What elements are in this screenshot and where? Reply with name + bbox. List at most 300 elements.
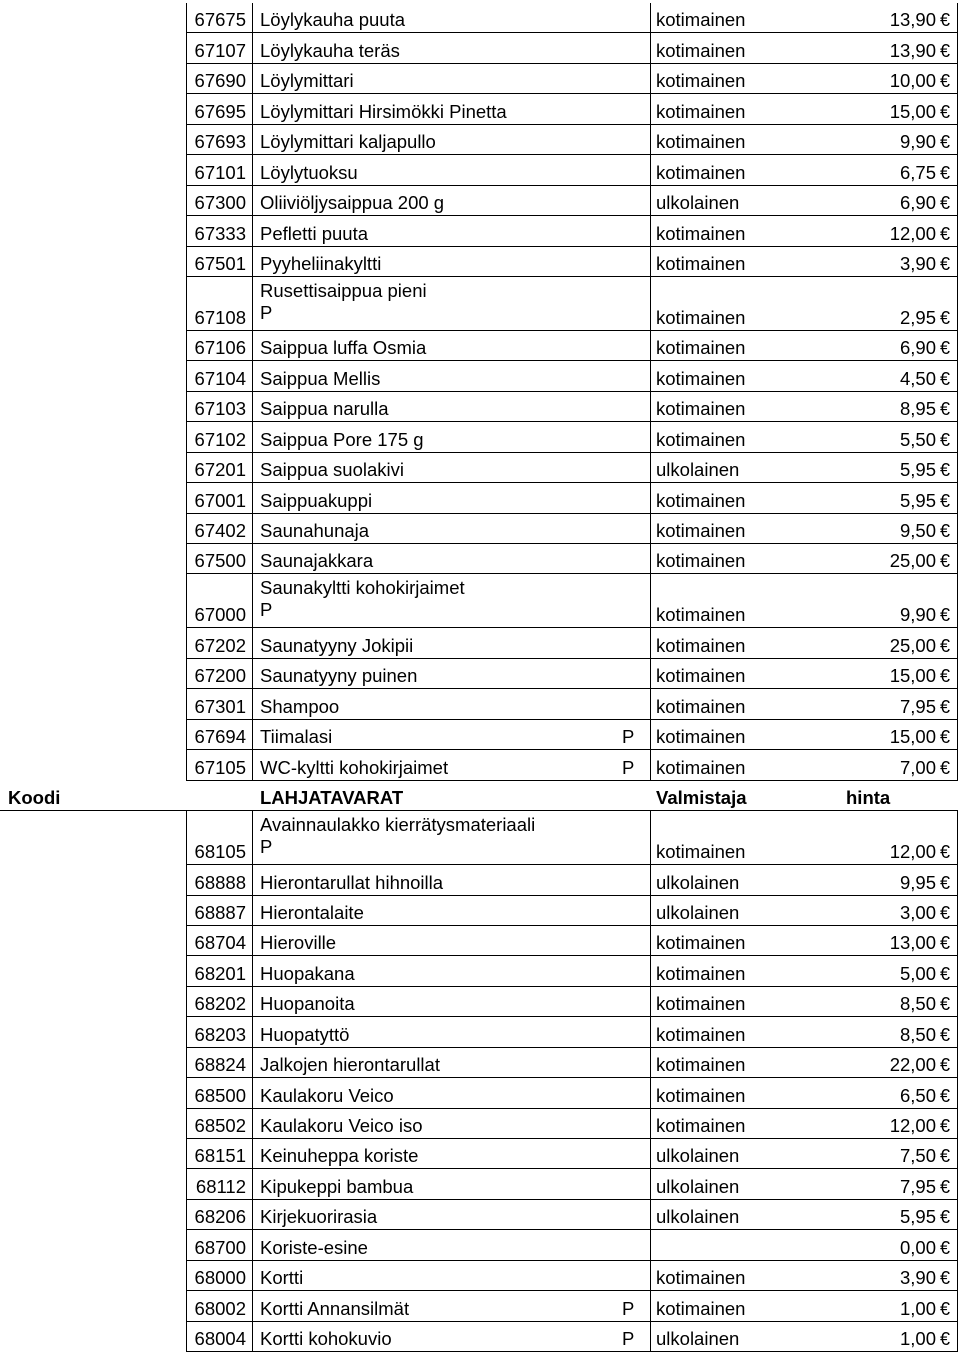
product-name xyxy=(260,64,620,94)
grid-line xyxy=(650,483,651,513)
product-name xyxy=(260,1169,620,1199)
product-code: 68888 xyxy=(194,871,246,893)
table-row xyxy=(0,865,960,895)
price: 3,90 xyxy=(899,1267,936,1289)
manufacturer: kotimainen xyxy=(656,70,746,92)
product-name xyxy=(260,277,620,331)
euro-symbol: € xyxy=(940,605,951,626)
grid-line xyxy=(252,574,253,628)
manufacturer: kotimainen xyxy=(656,665,746,687)
table-row xyxy=(0,155,960,185)
table-row xyxy=(0,331,960,361)
manufacturer: ulkolainen xyxy=(656,1175,740,1197)
product-name-line: Löylymittari kaljapullo xyxy=(260,131,436,153)
product-name xyxy=(260,574,620,628)
product-name-line: Löylymittari xyxy=(260,70,354,92)
euro-symbol: € xyxy=(940,551,951,572)
p-flag xyxy=(622,865,638,895)
p-flag xyxy=(622,544,638,574)
table-row xyxy=(0,277,960,331)
grid-line xyxy=(650,926,651,956)
grid-line xyxy=(252,1291,253,1321)
euro-symbol: € xyxy=(940,727,951,748)
price: 8,95 xyxy=(899,398,936,420)
p-flag xyxy=(622,155,638,185)
p-flag xyxy=(622,247,638,277)
grid-line xyxy=(650,689,651,719)
grid-line xyxy=(957,277,958,331)
euro-symbol: € xyxy=(940,1207,951,1228)
product-name xyxy=(260,1261,620,1291)
grid-line xyxy=(252,483,253,513)
price: 7,95 xyxy=(899,695,936,717)
p-flag xyxy=(622,453,638,483)
grid-line xyxy=(252,865,253,895)
grid-line xyxy=(252,422,253,452)
product-code: 67693 xyxy=(194,131,246,153)
grid-line xyxy=(650,659,651,689)
product-name-line: Koriste-esine xyxy=(260,1236,368,1258)
price: 9,90 xyxy=(899,604,936,626)
euro-symbol: € xyxy=(940,521,951,541)
product-code: 67333 xyxy=(194,222,246,244)
manufacturer: kotimainen xyxy=(656,9,746,31)
euro-symbol: € xyxy=(940,933,951,954)
grid-line xyxy=(957,94,958,124)
table-row xyxy=(0,247,960,277)
p-flag xyxy=(622,1078,638,1108)
p-flag xyxy=(622,926,638,956)
euro-symbol: € xyxy=(940,40,951,61)
p-flag xyxy=(622,1017,638,1047)
product-name xyxy=(260,1291,620,1321)
product-name xyxy=(260,544,620,574)
table-row xyxy=(0,689,960,719)
product-code: 67104 xyxy=(194,367,246,389)
grid-line xyxy=(252,1078,253,1108)
price: 9,50 xyxy=(899,520,936,541)
price: 13,90 xyxy=(889,9,936,31)
product-name-line: Saippua suolakivi xyxy=(260,459,404,481)
product-name-line: Saunatyyny Jokipii xyxy=(260,634,414,656)
product-name-line: Saunahunaja xyxy=(260,520,370,541)
grid-line xyxy=(252,3,253,33)
product-code: 67675 xyxy=(194,9,246,31)
euro-symbol: € xyxy=(940,490,951,511)
product-name-line: Oliiviöljysaippua 200 g xyxy=(260,192,445,214)
euro-symbol: € xyxy=(940,1055,951,1076)
grid-line xyxy=(957,3,958,33)
price: 3,90 xyxy=(899,252,936,274)
price: 2,95 xyxy=(899,306,936,328)
price: 5,95 xyxy=(899,1206,936,1228)
product-code: 67202 xyxy=(194,634,246,656)
product-code: 67001 xyxy=(194,489,246,511)
price: 4,50 xyxy=(899,367,936,389)
euro-symbol: € xyxy=(940,368,951,389)
grid-line xyxy=(650,750,651,780)
product-name xyxy=(260,987,620,1017)
grid-line xyxy=(957,514,958,544)
price: 9,90 xyxy=(899,131,936,153)
product-name-line: Avainnaulakko kierrätysmateriaali xyxy=(260,814,536,836)
price: 15,00 xyxy=(889,100,936,122)
grid-line xyxy=(957,453,958,483)
grid-line xyxy=(252,392,253,422)
grid-line xyxy=(650,1322,651,1352)
product-name-line: Shampoo xyxy=(260,695,340,717)
manufacturer: kotimainen xyxy=(656,1084,746,1106)
euro-symbol: € xyxy=(940,872,951,893)
product-name-line: Huopatyttö xyxy=(260,1023,350,1045)
grid-line xyxy=(957,1261,958,1291)
product-name-line: Hieroville xyxy=(260,932,337,954)
grid-line xyxy=(252,1230,253,1260)
price: 15,00 xyxy=(889,726,936,748)
grid-line xyxy=(957,422,958,452)
grid-line xyxy=(957,125,958,155)
p-flag xyxy=(622,422,638,452)
table-row xyxy=(0,750,960,780)
product-code: 67201 xyxy=(194,459,246,481)
euro-symbol: € xyxy=(940,162,951,183)
price: 5,00 xyxy=(899,962,936,984)
price: 5,95 xyxy=(899,489,936,511)
table-row xyxy=(0,64,960,94)
product-name-line: Tiimalasi xyxy=(260,726,333,748)
euro-symbol: € xyxy=(940,902,951,923)
product-name-line: Kortti xyxy=(260,1267,304,1289)
product-name xyxy=(260,628,620,658)
manufacturer: kotimainen xyxy=(656,398,746,420)
grid-line xyxy=(957,1291,958,1321)
grid-line xyxy=(650,422,651,452)
product-code: 67695 xyxy=(194,100,246,122)
product-name-line: Kortti kohokuvio xyxy=(260,1328,392,1350)
product-name xyxy=(260,896,620,926)
manufacturer: ulkolainen xyxy=(656,871,740,893)
product-name-line: Löylytuoksu xyxy=(260,161,358,183)
product-code: 67000 xyxy=(194,604,246,626)
product-name xyxy=(260,1322,620,1352)
grid-line xyxy=(650,361,651,391)
p-flag: P xyxy=(622,756,635,778)
grid-line xyxy=(650,720,651,750)
grid-line xyxy=(252,514,253,544)
grid-line xyxy=(957,33,958,63)
table-row xyxy=(0,1139,960,1169)
product-name-line: Hierontarullat hihnoilla xyxy=(260,871,444,893)
price: 5,95 xyxy=(899,459,936,481)
product-name xyxy=(260,331,620,361)
grid-line xyxy=(650,1139,651,1169)
p-flag: P xyxy=(622,1297,635,1319)
p-flag xyxy=(622,659,638,689)
product-name xyxy=(260,33,620,63)
product-code: 67300 xyxy=(194,192,246,214)
grid-line xyxy=(650,865,651,895)
manufacturer: kotimainen xyxy=(656,841,746,863)
product-name-line: Saippua Pore 175 g xyxy=(260,428,424,450)
p-flag xyxy=(622,483,638,513)
euro-symbol: € xyxy=(940,994,951,1015)
product-code: 68500 xyxy=(194,1084,246,1106)
grid-line xyxy=(650,1017,651,1047)
p-flag xyxy=(622,1048,638,1078)
euro-symbol: € xyxy=(940,1116,951,1136)
grid-line xyxy=(957,896,958,926)
grid-line xyxy=(252,33,253,63)
p-flag xyxy=(622,574,638,628)
manufacturer: ulkolainen xyxy=(656,1206,740,1228)
product-code: 68502 xyxy=(194,1115,246,1136)
table-row xyxy=(0,125,960,155)
p-flag xyxy=(622,987,638,1017)
euro-symbol: € xyxy=(940,71,951,92)
manufacturer: kotimainen xyxy=(656,489,746,511)
grid-line xyxy=(650,155,651,185)
manufacturer: kotimainen xyxy=(656,1023,746,1045)
product-name xyxy=(260,247,620,277)
manufacturer xyxy=(656,1230,806,1260)
grid-line xyxy=(252,1261,253,1291)
manufacturer: ulkolainen xyxy=(656,1145,740,1167)
manufacturer: kotimainen xyxy=(656,1297,746,1319)
grid-line xyxy=(252,247,253,277)
product-name xyxy=(260,125,620,155)
product-code: 68206 xyxy=(194,1206,246,1228)
header-category: LAHJATAVARAT xyxy=(260,787,404,809)
grid-line xyxy=(650,1169,651,1199)
euro-symbol: € xyxy=(940,696,951,717)
grid-line xyxy=(957,216,958,246)
manufacturer: kotimainen xyxy=(656,1115,746,1136)
price: 6,90 xyxy=(899,192,936,214)
price: 13,00 xyxy=(889,932,936,954)
grid-line xyxy=(650,811,651,865)
p-flag xyxy=(622,64,638,94)
p-flag xyxy=(622,125,638,155)
euro-symbol: € xyxy=(940,842,951,863)
grid-line xyxy=(650,3,651,33)
grid-line xyxy=(957,720,958,750)
grid-line xyxy=(650,247,651,277)
table-row xyxy=(0,186,960,216)
p-flag xyxy=(622,3,638,33)
grid-line xyxy=(252,1048,253,1078)
manufacturer: kotimainen xyxy=(656,520,746,541)
grid-line xyxy=(957,361,958,391)
manufacturer: kotimainen xyxy=(656,634,746,656)
product-code: 68002 xyxy=(194,1297,246,1319)
p-flag: P xyxy=(622,1328,635,1350)
euro-symbol: € xyxy=(940,757,951,778)
product-code: 68112 xyxy=(195,1175,246,1197)
grid-line xyxy=(957,987,958,1017)
manufacturer: ulkolainen xyxy=(656,459,740,481)
p-flag xyxy=(622,33,638,63)
euro-symbol: € xyxy=(940,429,951,450)
grid-line xyxy=(650,896,651,926)
manufacturer: kotimainen xyxy=(656,604,746,626)
price: 8,50 xyxy=(899,993,936,1015)
product-name xyxy=(260,361,620,391)
euro-symbol: € xyxy=(940,338,951,359)
product-name-line: Jalkojen hierontarullat xyxy=(260,1054,440,1076)
price-list-table xyxy=(0,3,960,1352)
grid-line xyxy=(650,1291,651,1321)
euro-symbol: € xyxy=(940,307,951,328)
product-name-line: Löylykauha teräs xyxy=(260,39,400,61)
product-name xyxy=(260,1109,620,1139)
product-name xyxy=(260,422,620,452)
product-code: 68202 xyxy=(194,993,246,1015)
product-name-line: Saippua Mellis xyxy=(260,367,381,389)
header-manufacturer: Valmistaja xyxy=(656,787,747,809)
manufacturer: kotimainen xyxy=(656,222,746,244)
grid-line xyxy=(252,361,253,391)
table-row xyxy=(0,811,960,865)
table-row xyxy=(0,392,960,422)
product-name-line: Kipukeppi bambua xyxy=(260,1175,414,1197)
grid-line xyxy=(957,331,958,361)
grid-line xyxy=(650,514,651,544)
product-name xyxy=(260,3,620,33)
manufacturer: kotimainen xyxy=(656,306,746,328)
table-row xyxy=(0,544,960,574)
product-name xyxy=(260,514,620,544)
price: 3,00 xyxy=(899,901,936,923)
product-name xyxy=(260,926,620,956)
grid-line xyxy=(252,64,253,94)
grid-line xyxy=(957,64,958,94)
table-row xyxy=(0,1261,960,1291)
table-row xyxy=(0,1169,960,1199)
manufacturer: kotimainen xyxy=(656,1054,746,1076)
grid-line xyxy=(650,1048,651,1078)
table-row xyxy=(0,1017,960,1047)
price: 22,00 xyxy=(889,1054,936,1076)
price: 25,00 xyxy=(889,550,936,572)
product-code: 68201 xyxy=(194,962,246,984)
grid-line xyxy=(650,1261,651,1291)
p-flag xyxy=(622,1139,638,1169)
grid-line xyxy=(957,1230,958,1260)
price: 1,00 xyxy=(899,1297,936,1319)
grid-line xyxy=(957,956,958,986)
grid-line xyxy=(252,987,253,1017)
product-code: 67105 xyxy=(194,756,246,778)
p-flag xyxy=(622,1200,638,1230)
product-code: 68700 xyxy=(194,1236,246,1258)
product-name-line: WC-kyltti kohokirjaimet xyxy=(260,756,449,778)
grid-line xyxy=(252,628,253,658)
product-code: 67106 xyxy=(194,337,246,359)
grid-line xyxy=(957,186,958,216)
product-name-line: Löylykauha puuta xyxy=(260,9,406,31)
euro-symbol: € xyxy=(940,253,951,274)
product-name-line: Kirjekuorirasia xyxy=(260,1206,378,1228)
product-name-line: Saippua luffa Osmia xyxy=(260,337,427,359)
grid-line xyxy=(650,186,651,216)
p-flag xyxy=(622,94,638,124)
grid-line xyxy=(650,277,651,331)
product-code: 68203 xyxy=(194,1023,246,1045)
grid-line xyxy=(957,926,958,956)
product-name xyxy=(260,956,620,986)
p-flag xyxy=(622,186,638,216)
table-row xyxy=(0,720,960,750)
product-name xyxy=(260,1139,620,1169)
p-flag xyxy=(622,1230,638,1260)
grid-line xyxy=(252,750,253,780)
product-name xyxy=(260,865,620,895)
grid-line xyxy=(650,574,651,628)
table-row xyxy=(0,3,960,33)
grid-line xyxy=(650,392,651,422)
grid-line xyxy=(650,64,651,94)
grid-line xyxy=(252,453,253,483)
table-row xyxy=(0,361,960,391)
manufacturer: ulkolainen xyxy=(656,192,740,214)
table-row xyxy=(0,1291,960,1321)
table-row xyxy=(0,94,960,124)
product-name xyxy=(260,155,620,185)
table-row xyxy=(0,483,960,513)
euro-symbol: € xyxy=(940,101,951,122)
price: 7,00 xyxy=(899,756,936,778)
product-name xyxy=(260,1200,620,1230)
grid-line xyxy=(957,689,958,719)
product-name xyxy=(260,216,620,246)
manufacturer: kotimainen xyxy=(656,756,746,778)
product-name xyxy=(260,659,620,689)
product-code: 68105 xyxy=(194,841,246,863)
price: 0,00 xyxy=(899,1236,936,1258)
price: 1,00 xyxy=(899,1328,936,1350)
grid-line xyxy=(650,1230,651,1260)
grid-line xyxy=(650,94,651,124)
table-row xyxy=(0,216,960,246)
manufacturer: kotimainen xyxy=(656,337,746,359)
product-name xyxy=(260,483,620,513)
price: 7,50 xyxy=(899,1145,936,1167)
euro-symbol: € xyxy=(940,10,951,31)
table-row xyxy=(0,1200,960,1230)
product-code: 67402 xyxy=(194,520,246,541)
grid-line xyxy=(650,1200,651,1230)
grid-line xyxy=(957,155,958,185)
grid-line xyxy=(650,1078,651,1108)
grid-line xyxy=(252,896,253,926)
grid-line xyxy=(650,125,651,155)
price: 6,90 xyxy=(899,337,936,359)
grid-line xyxy=(252,1322,253,1352)
grid-line xyxy=(650,331,651,361)
price: 6,50 xyxy=(899,1084,936,1106)
euro-symbol: € xyxy=(940,1237,951,1258)
product-name-line: Saunajakkara xyxy=(260,550,374,572)
price: 9,95 xyxy=(899,871,936,893)
euro-symbol: € xyxy=(940,1024,951,1045)
grid-line xyxy=(957,1200,958,1230)
product-code: 67500 xyxy=(194,550,246,572)
p-flag xyxy=(622,392,638,422)
grid-line xyxy=(252,125,253,155)
product-code: 68887 xyxy=(194,901,246,923)
price: 6,75 xyxy=(899,161,936,183)
p-flag xyxy=(622,1109,638,1139)
